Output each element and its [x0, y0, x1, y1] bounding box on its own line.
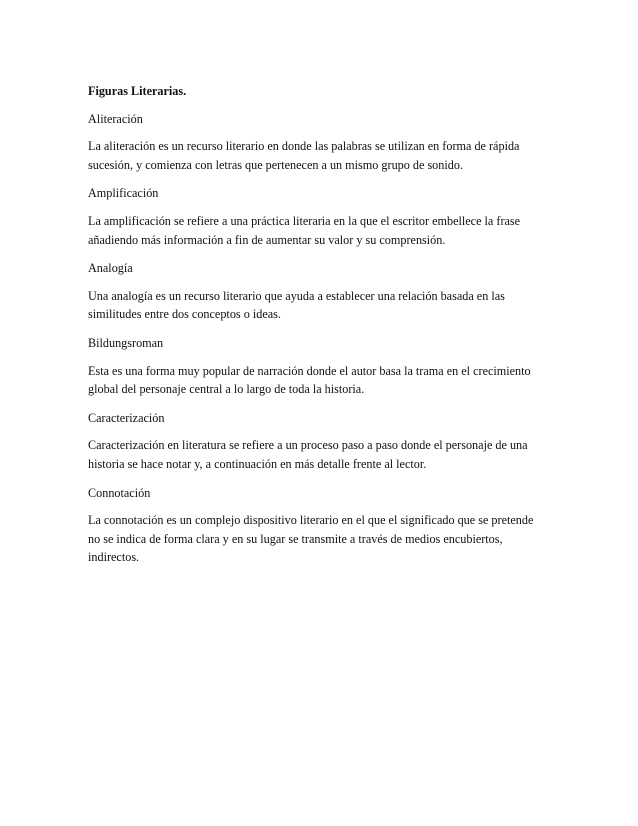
section-paragraph: [88, 137, 558, 174]
document-title: Figuras Literarias.: [88, 84, 187, 98]
paragraph-line: historia se hace notar y, a continuación en más detalle frente al lector.: [88, 456, 427, 471]
paragraph-line: indirectos.: [88, 550, 140, 565]
section-paragraph: [88, 212, 558, 249]
section-heading: Caracterización: [88, 410, 165, 425]
paragraph-line: global del personaje central a lo largo de toda la historia.: [88, 382, 365, 397]
paragraph-line: no se indica de forma clara y en su lugar se transmite a través de medios encubiertos,: [88, 531, 503, 546]
paragraph-line: añadiendo más información a fin de aumentar su valor y su comprensión.: [88, 232, 446, 247]
section-paragraph: [88, 511, 558, 567]
section-heading: Analogía: [88, 261, 133, 276]
section-heading: Aliteración: [88, 111, 143, 126]
paragraph-line: La connotación es un complejo dispositivo literario en el que el significado que se pretende: [88, 513, 534, 528]
section-aliteracion: [88, 110, 558, 175]
section-paragraph: [88, 287, 558, 324]
section-heading: Bildungsroman: [88, 335, 164, 350]
section-heading: Connotación: [88, 485, 151, 500]
paragraph-line: La amplificación se refiere a una práctica literaria en la que el escritor embellece la frase: [88, 213, 521, 228]
paragraph-line: similitudes entre dos conceptos o ideas.: [88, 307, 281, 322]
section-amplificacion: [88, 184, 558, 249]
section-paragraph: [88, 362, 558, 399]
section-connotacion: [88, 484, 558, 567]
paragraph-line: sucesión, y comienza con letras que pertenecen a un mismo grupo de sonido.: [88, 157, 463, 172]
section-paragraph: [88, 436, 558, 473]
section-caracterizacion: [88, 409, 558, 474]
section-bildungsroman: [88, 334, 558, 399]
paragraph-line: Esta es una forma muy popular de narración donde el autor basa la trama en el crecimiento: [88, 363, 531, 378]
section-heading: Amplificación: [88, 186, 159, 201]
section-analogia: [88, 259, 558, 324]
paragraph-line: La aliteración es un recurso literario en donde las palabras se utilizan en forma de rápida: [88, 139, 520, 154]
paragraph-line: Caracterización en literatura se refiere a un proceso paso a paso donde el personaje de una: [88, 438, 528, 453]
document-body: [88, 82, 558, 577]
paragraph-line: Una analogía es un recurso literario que ayuda a establecer una relación basada en las: [88, 288, 505, 303]
